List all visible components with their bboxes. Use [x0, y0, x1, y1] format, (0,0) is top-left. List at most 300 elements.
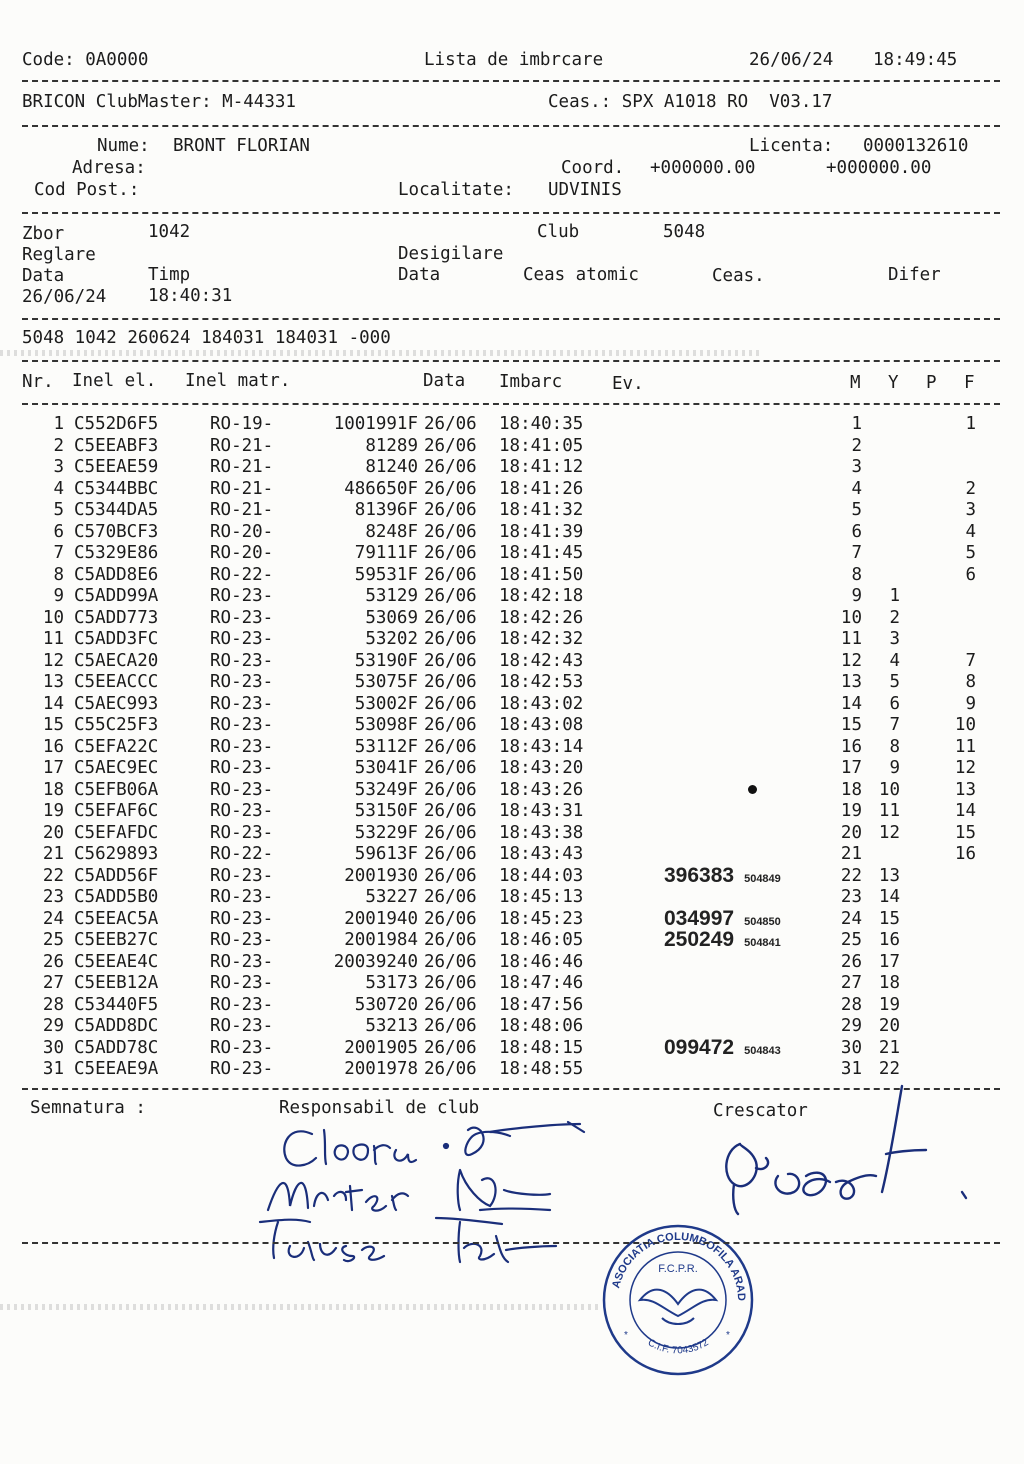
boarding-time: 18:45:23	[499, 908, 584, 929]
boarding-time: 18:43:02	[499, 693, 584, 714]
ring-prefix: RO-23-	[210, 650, 274, 671]
boarding-time: 18:42:43	[499, 650, 584, 671]
ring-prefix: RO-23-	[210, 693, 274, 714]
rank-m: 15	[840, 715, 862, 735]
electronic-ring: C5ADD773	[74, 607, 159, 628]
ring-number: 59613F	[354, 844, 418, 864]
timp-label: Timp	[148, 265, 191, 285]
column-header-f: F	[964, 373, 975, 393]
table-row	[0, 416, 1024, 438]
document-time: 18:49:45	[873, 50, 958, 70]
row-number: 10	[42, 607, 64, 628]
rank-m: 29	[840, 1016, 862, 1036]
boarding-date: 26/06	[424, 650, 477, 671]
boarding-date: 26/06	[424, 736, 477, 757]
ring-prefix: RO-23-	[210, 672, 274, 692]
electronic-ring: C5EEAE4C	[74, 951, 159, 972]
electronic-ring: C5EFA22C	[74, 736, 159, 757]
ring-number: 530720	[354, 994, 418, 1015]
ring-number: 53173	[365, 973, 418, 993]
reglare-label: Reglare	[22, 245, 96, 265]
divider	[22, 360, 1000, 362]
ring-prefix: RO-23-	[210, 994, 274, 1015]
rank-y: 3	[889, 629, 900, 649]
electronic-ring: C5ADD5B0	[74, 887, 159, 907]
electronic-ring: C5ADD3FC	[74, 629, 159, 649]
boarding-date: 26/06	[424, 865, 477, 886]
rank-y: 21	[878, 1037, 900, 1058]
document-title: Lista de imbrcare	[424, 50, 604, 70]
row-number: 29	[42, 1016, 64, 1036]
svg-text:*: *	[624, 1330, 628, 1341]
row-number: 27	[42, 973, 64, 993]
ring-number: 53129	[365, 586, 418, 606]
coord-y: +000000.00	[826, 158, 932, 178]
rubber-stamp	[598, 907, 781, 931]
boarding-date: 26/06	[424, 521, 477, 542]
electronic-ring: C570BCF3	[74, 521, 159, 542]
electronic-ring: C5EFAFDC	[74, 822, 159, 843]
svg-text:F.C.P.R.: F.C.P.R.	[658, 1263, 698, 1275]
rank-y: 6	[889, 693, 900, 714]
table-row	[0, 717, 1024, 739]
row-number: 20	[42, 822, 64, 843]
rank-y: 18	[878, 973, 900, 993]
boarding-time: 18:44:03	[499, 865, 584, 886]
divider	[22, 318, 1000, 320]
rank-m: 16	[840, 736, 862, 757]
atomic-clock-label: Ceas atomic	[523, 265, 639, 285]
electronic-ring: C5629893	[74, 844, 159, 864]
ring-prefix: RO-23-	[210, 1059, 274, 1079]
clock-label: Ceas.	[712, 266, 765, 286]
boarding-date: 26/06	[424, 1059, 477, 1079]
boarding-time: 18:43:14	[499, 736, 584, 757]
electronic-ring: C5ADD99A	[74, 586, 159, 606]
rank-m: 8	[851, 564, 862, 585]
ring-prefix: RO-23-	[210, 930, 274, 950]
rank-m: 17	[840, 758, 862, 778]
address-label: Adresa:	[72, 158, 146, 178]
release-time: 18:40:31	[148, 286, 233, 306]
boarding-date: 26/06	[424, 887, 477, 907]
row-number: 4	[53, 478, 64, 499]
rank-m: 6	[851, 521, 862, 542]
electronic-ring: C5ADD78C	[74, 1037, 159, 1058]
rank-y: 19	[878, 994, 900, 1015]
electronic-ring: C552D6F5	[74, 414, 159, 434]
ring-number: 59531F	[354, 564, 418, 585]
ring-number: 53190F	[354, 650, 418, 671]
table-row	[0, 459, 1024, 481]
table-row	[0, 588, 1024, 610]
boarding-time: 18:43:43	[499, 844, 584, 864]
ring-prefix: RO-21-	[210, 457, 274, 477]
electronic-ring: C5344DA5	[74, 500, 159, 520]
rank-f: 7	[965, 650, 976, 671]
svg-text:ASOCIATIA COLUMBOFILA ARAD: ASOCIATIA COLUMBOFILA ARAD	[610, 1230, 748, 1302]
row-number: 13	[42, 672, 64, 692]
rank-f: 2	[965, 478, 976, 499]
rank-m: 10	[840, 607, 862, 628]
boarding-date: 26/06	[424, 779, 477, 800]
data2-label: Data	[398, 265, 441, 285]
boarding-time: 18:43:20	[499, 758, 584, 778]
flight-code-line: 5048 1042 260624 184031 184031 -000	[22, 328, 391, 348]
boarding-time: 18:43:31	[499, 801, 584, 821]
signature-label: Semnatura :	[30, 1098, 146, 1118]
electronic-ring: C5344BBC	[74, 478, 159, 499]
rank-y: 15	[878, 908, 900, 929]
electronic-ring: C5EEAC5A	[74, 908, 159, 929]
rank-m: 2	[851, 435, 862, 456]
row-number: 6	[53, 521, 64, 542]
ring-prefix: RO-23-	[210, 865, 274, 886]
club-number: 5048	[663, 222, 706, 242]
boarding-date: 26/06	[424, 822, 477, 843]
electronic-ring: C55C25F3	[74, 715, 159, 735]
row-number: 26	[42, 951, 64, 972]
ring-prefix: RO-23-	[210, 1016, 274, 1036]
table-row	[0, 975, 1024, 997]
desigilare-label: Desigilare	[398, 244, 504, 264]
boarding-date: 26/06	[424, 844, 477, 864]
table-row	[0, 502, 1024, 524]
rubber-stamp	[598, 864, 781, 888]
rank-m: 1	[851, 414, 862, 434]
boarding-time: 18:48:06	[499, 1016, 584, 1036]
ring-prefix: RO-22-	[210, 564, 274, 585]
electronic-ring: C5AECA20	[74, 650, 159, 671]
stamp-number: 250249	[664, 928, 735, 951]
boarding-date: 26/06	[424, 435, 477, 456]
table-row	[0, 674, 1024, 696]
owner-name: BRONT FLORIAN	[173, 136, 310, 156]
rank-m: 9	[851, 586, 862, 606]
system-name: BRICON ClubMaster: M-44331	[22, 92, 296, 112]
column-header-p: P	[926, 373, 937, 393]
rubber-stamp	[598, 928, 781, 952]
rank-f: 5	[965, 543, 976, 563]
rank-f: 1	[965, 414, 976, 434]
column-header-y: Y	[888, 373, 899, 393]
ring-number: 53069	[365, 607, 418, 628]
ring-prefix: RO-23-	[210, 951, 274, 972]
ring-number: 2001978	[344, 1059, 418, 1079]
boarding-date: 26/06	[424, 457, 477, 477]
row-number: 8	[53, 564, 64, 585]
rank-m: 30	[840, 1037, 862, 1058]
row-number: 9	[53, 586, 64, 606]
rank-m: 14	[840, 693, 862, 714]
electronic-ring: C5AEC9EC	[74, 758, 159, 778]
row-number: 30	[42, 1037, 64, 1058]
boarding-time: 18:42:32	[499, 629, 584, 649]
rank-y: 5	[889, 672, 900, 692]
ring-number: 53202	[365, 629, 418, 649]
row-number: 21	[42, 844, 64, 864]
boarding-date: 26/06	[424, 414, 477, 434]
rank-y: 12	[878, 822, 900, 843]
rank-f: 4	[965, 521, 976, 542]
document-date: 26/06/24	[749, 50, 834, 70]
ring-number: 53150F	[354, 801, 418, 821]
ring-prefix: RO-23-	[210, 607, 274, 628]
electronic-ring: C5329E86	[74, 543, 159, 563]
rank-m: 26	[840, 951, 862, 972]
boarding-time: 18:43:38	[499, 822, 584, 843]
table-row	[0, 846, 1024, 868]
rank-y: 10	[878, 779, 900, 800]
boarding-time: 18:48:15	[499, 1037, 584, 1058]
ring-prefix: RO-23-	[210, 715, 274, 735]
boarding-date: 26/06	[424, 801, 477, 821]
rank-m: 11	[840, 629, 862, 649]
boarding-date: 26/06	[424, 758, 477, 778]
rank-m: 22	[840, 865, 862, 886]
ring-number: 53249F	[354, 779, 418, 800]
divider	[22, 212, 1000, 214]
boarding-date: 26/06	[424, 693, 477, 714]
rank-m: 4	[851, 478, 862, 499]
ring-prefix: RO-23-	[210, 779, 274, 800]
scan-smudge	[0, 1304, 600, 1310]
document-code: Code: 0A0000	[22, 50, 149, 70]
rank-y: 1	[889, 586, 900, 606]
flight-number: 1042	[148, 222, 191, 242]
responsible-signatures	[250, 1110, 610, 1280]
boarding-time: 18:47:46	[499, 973, 584, 993]
flight-label: Zbor	[22, 224, 65, 244]
boarding-date: 26/06	[424, 629, 477, 649]
club-label: Club	[537, 222, 580, 242]
electronic-ring: C5EEAE9A	[74, 1059, 159, 1079]
row-number: 28	[42, 994, 64, 1015]
boarding-time: 18:41:12	[499, 457, 584, 477]
rank-m: 13	[840, 672, 862, 692]
ring-prefix: RO-21-	[210, 478, 274, 499]
boarding-date: 26/06	[424, 951, 477, 972]
table-row	[0, 545, 1024, 567]
coord-label: Coord.	[561, 158, 625, 178]
ring-prefix: RO-23-	[210, 973, 274, 993]
electronic-ring: C5EEB12A	[74, 973, 159, 993]
stamp-code: 504849	[744, 872, 781, 885]
boarding-time: 18:45:13	[499, 887, 584, 907]
column-header-date: Data	[423, 371, 466, 391]
rank-m: 5	[851, 500, 862, 520]
rank-f: 11	[954, 736, 976, 757]
boarding-time: 18:41:50	[499, 564, 584, 585]
row-number: 14	[42, 693, 64, 714]
boarding-time: 18:41:45	[499, 543, 584, 563]
rubber-stamp	[598, 1036, 781, 1060]
row-number: 12	[42, 650, 64, 671]
ring-number: 53002F	[354, 693, 418, 714]
column-header-boarding: Imbarc	[499, 372, 563, 392]
boarding-date: 26/06	[424, 543, 477, 563]
rank-y: 8	[889, 736, 900, 757]
ink-dot	[748, 785, 757, 794]
boarding-time: 18:42:26	[499, 607, 584, 628]
ring-number: 2001940	[344, 908, 418, 929]
ring-number: 53075F	[354, 672, 418, 692]
ring-prefix: RO-23-	[210, 822, 274, 843]
table-row	[0, 932, 1024, 954]
ring-prefix: RO-23-	[210, 908, 274, 929]
ring-prefix: RO-23-	[210, 629, 274, 649]
boarding-time: 18:46:46	[499, 951, 584, 972]
row-number: 31	[42, 1059, 64, 1079]
boarding-time: 18:47:56	[499, 994, 584, 1015]
divider	[22, 125, 1000, 127]
association-seal	[598, 1220, 758, 1380]
rank-y: 17	[878, 951, 900, 972]
ring-prefix: RO-23-	[210, 736, 274, 757]
ring-number: 53213	[365, 1016, 418, 1036]
stamp-number: 396383	[664, 863, 735, 887]
boarding-date: 26/06	[424, 1016, 477, 1036]
rank-m: 23	[840, 887, 862, 907]
electronic-ring: C5EEABF3	[74, 435, 159, 456]
ring-prefix: RO-23-	[210, 758, 274, 778]
ring-number: 53112F	[354, 736, 418, 757]
rank-y: 14	[878, 887, 900, 907]
row-number: 24	[42, 908, 64, 929]
ring-number: 79111F	[354, 543, 418, 563]
column-header-electronic-ring: Inel el.	[72, 371, 157, 391]
rank-y: 16	[878, 930, 900, 950]
rank-y: 4	[889, 650, 900, 671]
divider	[22, 80, 1000, 82]
row-number: 19	[42, 801, 64, 821]
electronic-ring: C5EEACCC	[74, 672, 159, 692]
ring-prefix: RO-23-	[210, 801, 274, 821]
boarding-time: 18:40:35	[499, 414, 584, 434]
boarding-date: 26/06	[424, 973, 477, 993]
stamp-code: 504841	[744, 937, 781, 949]
ring-prefix: RO-22-	[210, 844, 274, 864]
electronic-ring: C53440F5	[74, 994, 159, 1015]
rank-m: 19	[840, 801, 862, 821]
column-header-nr: Nr.	[22, 372, 54, 392]
row-number: 1	[53, 414, 64, 434]
ring-prefix: RO-21-	[210, 435, 274, 456]
boarding-time: 18:41:39	[499, 521, 584, 542]
rank-m: 25	[840, 930, 862, 950]
ring-number: 486650F	[344, 478, 418, 499]
rank-m: 20	[840, 822, 862, 843]
svg-text:C.I.F. 7043572: C.I.F. 7043572	[645, 1337, 711, 1357]
ring-prefix: RO-23-	[210, 1037, 274, 1058]
table-row	[0, 889, 1024, 911]
ring-prefix: RO-23-	[210, 887, 274, 907]
electronic-ring: C5ADD8DC	[74, 1016, 159, 1036]
breeder-signature	[700, 1080, 1000, 1240]
divider	[22, 1242, 1000, 1244]
electronic-ring: C5ADD56F	[74, 865, 159, 886]
rank-y: 22	[878, 1059, 900, 1079]
license-label: Licenta:	[749, 136, 834, 156]
ring-number: 1001991F	[333, 414, 418, 434]
rank-m: 12	[840, 650, 862, 671]
rank-f: 3	[965, 500, 976, 520]
stamp-number: 099472	[664, 1035, 735, 1059]
row-number: 25	[42, 930, 64, 950]
rank-f: 13	[954, 779, 976, 800]
rank-m: 24	[840, 908, 862, 929]
rank-y: 13	[878, 865, 900, 886]
rank-m: 3	[851, 457, 862, 477]
rank-m: 28	[840, 994, 862, 1015]
difference-label: Difer	[888, 265, 941, 285]
breeder-label: Crescator	[713, 1101, 808, 1121]
locality-value: UDVINIS	[548, 180, 622, 200]
rank-f: 14	[954, 801, 976, 821]
locality-label: Localitate:	[398, 180, 514, 200]
rank-m: 18	[840, 779, 862, 800]
boarding-date: 26/06	[424, 672, 477, 692]
electronic-ring: C5EFAF6C	[74, 801, 159, 821]
row-number: 18	[42, 779, 64, 800]
club-responsible-label: Responsabil de club	[279, 1098, 480, 1118]
postcode-label: Cod Post.:	[34, 180, 140, 200]
clock-info: Ceas.: SPX A1018 RO V03.17	[548, 92, 833, 112]
row-number: 17	[42, 758, 64, 778]
ring-number: 81289	[365, 435, 418, 456]
boarding-time: 18:43:08	[499, 715, 584, 735]
ring-prefix: RO-20-	[210, 543, 274, 563]
column-header-m: M	[850, 373, 861, 393]
ring-prefix: RO-20-	[210, 521, 274, 542]
rank-m: 27	[840, 973, 862, 993]
data-label: Data	[22, 266, 65, 286]
stamp-code: 504850	[744, 915, 781, 928]
row-number: 23	[42, 887, 64, 907]
rank-m: 21	[840, 844, 862, 864]
rank-y: 7	[889, 715, 900, 735]
rank-f: 16	[954, 844, 976, 864]
ring-number: 20039240	[333, 951, 418, 972]
rank-f: 6	[965, 564, 976, 585]
row-number: 11	[42, 629, 64, 649]
ring-number: 8248F	[365, 521, 418, 542]
ring-number: 53041F	[354, 758, 418, 778]
boarding-date: 26/06	[424, 564, 477, 585]
rank-y: 20	[878, 1016, 900, 1036]
boarding-time: 18:41:05	[499, 435, 584, 456]
ring-number: 53229F	[354, 822, 418, 843]
electronic-ring: C5EEB27C	[74, 930, 159, 950]
boarding-time: 18:41:32	[499, 500, 584, 520]
table-row	[0, 1018, 1024, 1040]
divider	[22, 403, 1000, 405]
svg-text:*: *	[726, 1330, 730, 1341]
boarding-date: 26/06	[424, 994, 477, 1015]
license-number: 0000132610	[863, 136, 969, 156]
ring-number: 2001984	[344, 930, 418, 950]
rank-f: 9	[965, 693, 976, 714]
rank-m: 31	[840, 1059, 862, 1079]
row-number: 7	[53, 543, 64, 563]
boarding-date: 26/06	[424, 607, 477, 628]
boarding-time: 18:41:26	[499, 478, 584, 499]
name-label: Nume:	[97, 136, 150, 156]
rank-y: 9	[889, 758, 900, 778]
rank-f: 12	[954, 758, 976, 778]
boarding-time: 18:46:05	[499, 930, 584, 950]
table-row	[0, 803, 1024, 825]
